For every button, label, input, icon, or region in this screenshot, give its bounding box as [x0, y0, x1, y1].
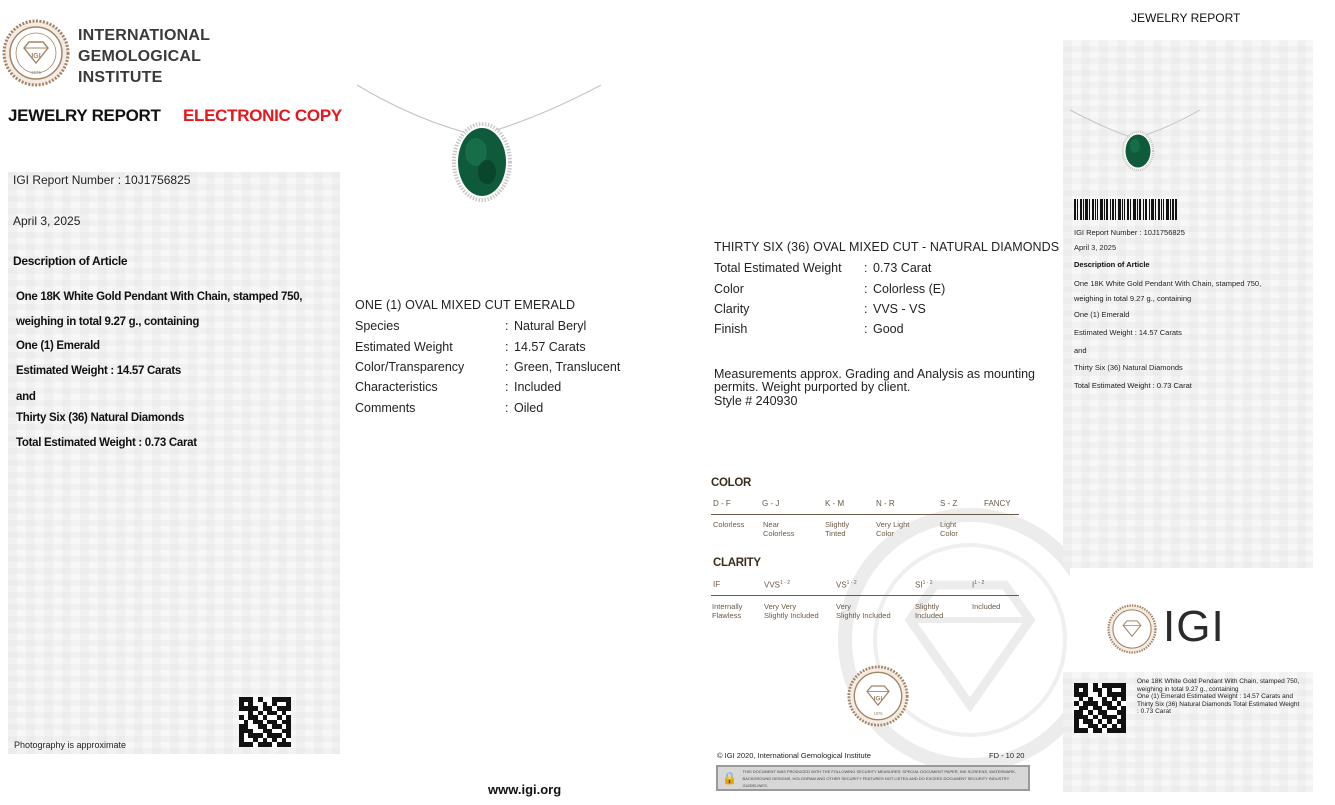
igi-logo-text: IGI — [1163, 602, 1225, 651]
style-number: Style # 240930 — [714, 394, 798, 408]
photo-note: Photography is approximate — [14, 740, 127, 750]
diamonds-colon: : — [864, 302, 868, 316]
seal-year: 1975 — [30, 70, 42, 75]
description-line: weighing in total 9.27 g., containing — [16, 316, 200, 328]
diamonds-colon: : — [864, 261, 868, 275]
qr-code-right — [1074, 683, 1126, 733]
color-grade: K - M — [825, 499, 845, 508]
lock-icon: 🔒 — [722, 771, 738, 785]
clarity-grade: SI$^{1 - 2}$ — [915, 580, 933, 590]
copyright: © IGI 2020, International Gemological Institute — [717, 751, 871, 760]
right-description-line: One 18K White Gold Pendant With Chain, stamped 750, — [1074, 279, 1262, 288]
org-name-line-2: GEMOLOGICAL — [78, 48, 202, 65]
color-desc: Very Light Color — [876, 520, 910, 538]
description-line: Estimated Weight : 14.57 Carats — [16, 365, 181, 377]
diamonds-label: Color — [714, 282, 744, 296]
diamonds-colon: : — [864, 322, 868, 336]
emerald-colon: : — [505, 401, 509, 415]
description-line: Total Estimated Weight : 0.73 Carat — [16, 437, 197, 449]
report-title: JEWELRY REPORT — [8, 106, 161, 125]
description-line: One 18K White Gold Pendant With Chain, stamped 750, — [16, 291, 303, 303]
clarity-grade: VS$^{1 - 2}$ — [836, 580, 857, 590]
pendant-thumbnail — [1068, 100, 1204, 175]
right-date: April 3, 2025 — [1074, 243, 1117, 252]
color-grade: G - J — [762, 499, 780, 508]
clarity-grade: VVS$^{1 - 2}$ — [764, 580, 791, 590]
clarity-desc: Very Slightly Included — [836, 602, 891, 620]
diamonds-value: Good — [873, 322, 904, 336]
emerald-label: Estimated Weight — [355, 340, 453, 354]
clarity-desc: Included — [972, 602, 1001, 611]
igi-seal-stamp — [847, 665, 909, 727]
website-link[interactable]: www.igi.org — [488, 782, 562, 797]
color-scale-title: COLOR — [711, 477, 752, 489]
color-desc: Colorless — [713, 520, 745, 529]
form-code: FD - 10 20 — [989, 751, 1025, 760]
color-scale-line — [711, 514, 1019, 515]
clarity-desc: Very Very Slightly Included — [764, 602, 819, 620]
emerald-value: Included — [514, 380, 562, 394]
emerald-colon: : — [505, 340, 509, 354]
right-description-line: Thirty Six (36) Natural Diamonds — [1074, 363, 1183, 372]
svg-text:IGI: IGI — [873, 695, 883, 703]
emerald-label: Color/Transparency — [355, 360, 465, 374]
description-line: and — [16, 391, 36, 403]
description-heading: Description of Article — [13, 254, 128, 268]
remarks-line: permits. Weight purported by client. — [714, 380, 911, 394]
diamonds-value: Colorless (E) — [873, 282, 946, 296]
emerald-value: Oiled — [514, 401, 544, 415]
color-grade: N - R — [876, 499, 895, 508]
right-description-heading: Description of Article — [1074, 260, 1150, 269]
pendant-photo — [355, 80, 605, 210]
igi-logo-seal — [1107, 604, 1157, 654]
right-report-number: IGI Report Number : 10J1756825 — [1074, 228, 1185, 237]
diamonds-label: Clarity — [714, 302, 750, 316]
diamonds-label: Total Estimated Weight — [714, 261, 842, 275]
diamonds-colon: : — [864, 282, 868, 296]
color-grade: S - Z — [940, 499, 958, 508]
diamonds-value: VVS - VS — [873, 302, 926, 316]
igi-seal-logo — [2, 19, 70, 87]
color-grade: D - F — [713, 499, 731, 508]
color-desc: Near Colorless — [763, 520, 795, 538]
security-text: THIS DOCUMENT WAS PRODUCED WITH THE FOLLOWING SECURITY MEASURES: SPECIAL DOCUMENT PAPER, INK SCREENS, WATERMARK, — [742, 768, 1016, 774]
report-number: IGI Report Number : 10J1756825 — [13, 173, 191, 187]
emerald-heading: ONE (1) OVAL MIXED CUT EMERALD — [355, 298, 576, 312]
description-line: Thirty Six (36) Natural Diamonds — [16, 412, 185, 424]
clarity-grade: IF — [713, 580, 721, 589]
report-date: April 3, 2025 — [13, 214, 81, 228]
clarity-desc: Internally Flawless — [712, 602, 743, 620]
seal-letters: IGI — [31, 53, 41, 60]
color-desc: Slightly Tinted — [825, 520, 850, 538]
clarity-grade: $I^{1 - 2}$ — [972, 580, 985, 590]
diamonds-heading: THIRTY SIX (36) OVAL MIXED CUT - NATURAL DIAMONDS — [714, 240, 1060, 254]
barcode — [1074, 199, 1178, 220]
remarks-line: Measurements approx. Grading and Analysis as mounting — [714, 367, 1036, 381]
org-name-line-1: INTERNATIONAL — [78, 27, 211, 44]
diamonds-label: Finish — [714, 322, 748, 336]
clarity-scale-line — [711, 595, 1019, 596]
diamonds-value: 0.73 Carat — [873, 261, 932, 275]
security-strip — [716, 765, 1030, 791]
emerald-colon: : — [505, 319, 509, 333]
right-description-line: One (1) Emerald — [1074, 310, 1130, 319]
electronic-copy-label: ELECTRONIC COPY — [183, 106, 342, 125]
security-text: BACKGROUND DESIGNS, HOLOGRAM AND OTHER SECURITY FEATURES NOT LISTED AND DO EXCEED DOCUMENT SECURITY INDUSTRY GUIDELINES. — [742, 775, 1010, 788]
emerald-label: Characteristics — [355, 380, 438, 394]
color-desc: Light Color — [940, 520, 958, 538]
emerald-colon: : — [505, 380, 509, 394]
description-line: One (1) Emerald — [16, 340, 100, 352]
emerald-label: Species — [355, 319, 400, 333]
emerald-label: Comments — [355, 401, 416, 415]
color-grade: FANCY — [984, 499, 1011, 508]
emerald-colon: : — [505, 360, 509, 374]
svg-text:1975: 1975 — [873, 711, 883, 717]
emerald-value: Natural Beryl — [514, 319, 587, 333]
right-heading: JEWELRY REPORT — [1131, 11, 1241, 25]
emerald-value: Green, Translucent — [514, 360, 621, 374]
right-description-line: Estimated Weight : 14.57 Carats — [1074, 328, 1182, 337]
clarity-desc: Slightly Included — [915, 602, 944, 620]
qr-code — [239, 697, 291, 747]
right-description-line: weighing in total 9.27 g., containing — [1074, 294, 1192, 303]
right-description-line: and — [1074, 346, 1087, 355]
right-summary: One 18K White Gold Pendant With Chain, stamped 750, weighing in total 9.27 g., containing One (1) Emerald Estimated Weight : 14.57 Carats and Thirty Six (36) Natural Diamonds Total Estimated Weight : 0.73 Carat — [1137, 678, 1300, 715]
clarity-scale-title: CLARITY — [713, 557, 761, 569]
org-name-line-3: INSTITUTE — [78, 69, 163, 86]
emerald-value: 14.57 Carats — [514, 340, 586, 354]
right-description-line: Total Estimated Weight : 0.73 Carat — [1074, 381, 1192, 390]
